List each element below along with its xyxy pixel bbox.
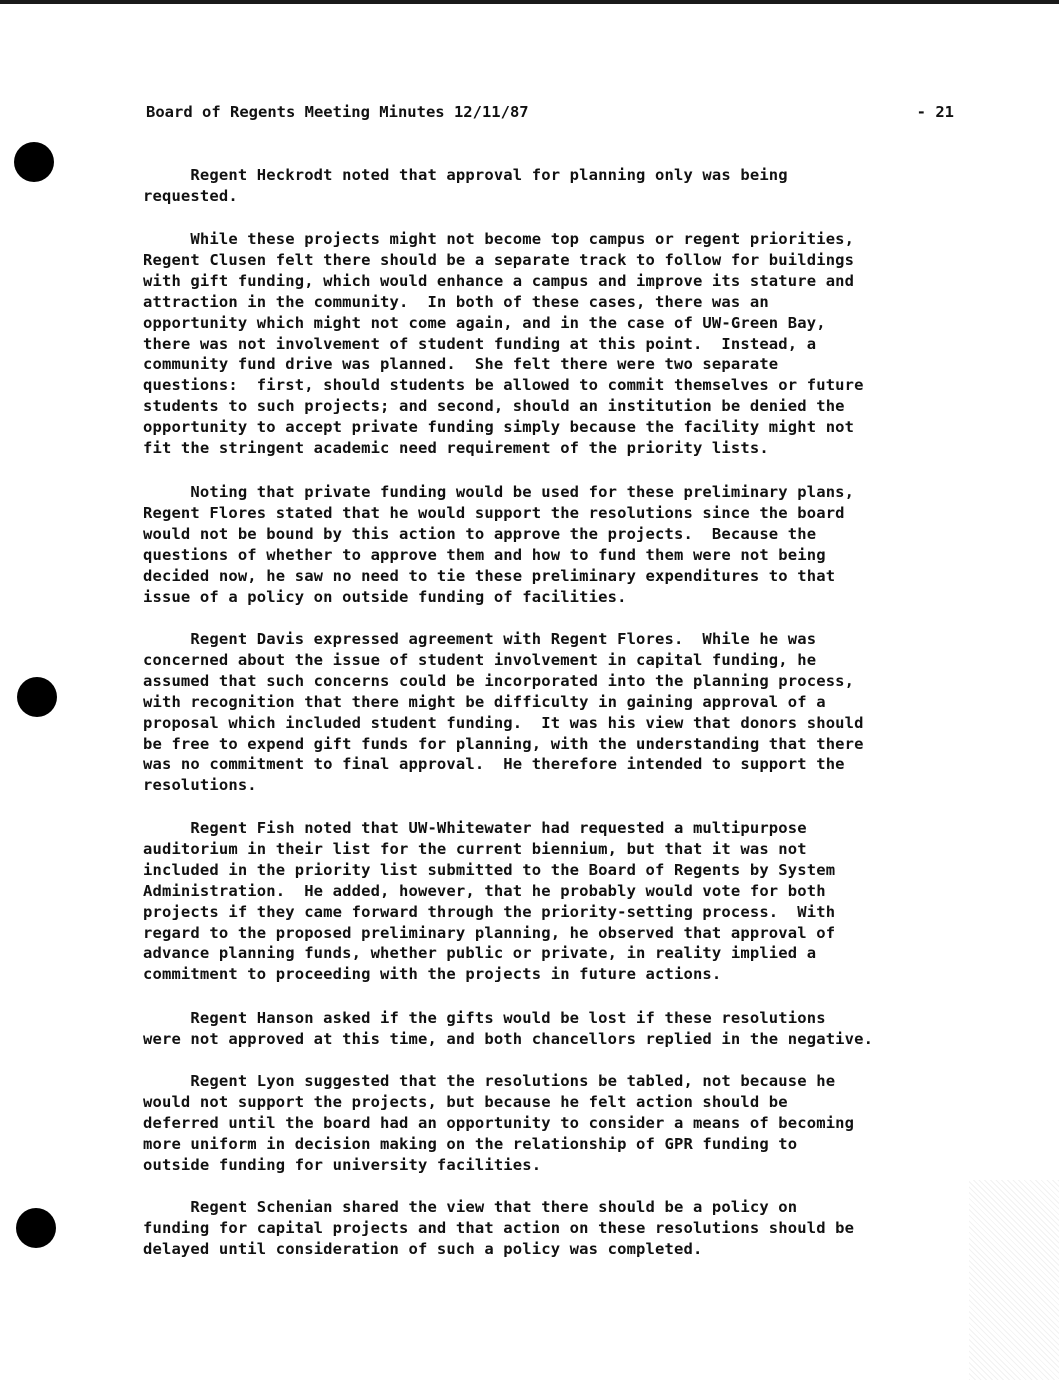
paragraph-hanson: Regent Hanson asked if the gifts would be lost if these resolutions were not approved at this time, and both chancellors replied in the negative.: [143, 1009, 874, 1048]
paragraph-schenian: Regent Schenian shared the view that there should be a policy on funding for capital projects and that action on these resolutions should be delayed until consideration of such a policy was completed.: [143, 1198, 855, 1258]
scan-noise-texture: [969, 1180, 1059, 1380]
paragraph-lyon: Regent Lyon suggested that the resolutions be tabled, not because he would not support the projects, but because he felt action should be deferred until the board had an opportunity to consider a means of becoming more uniform in decision making on the relationship of GPR funding to outside funding for university facilities.: [143, 1072, 855, 1174]
page-number: - 21: [916, 103, 954, 121]
document-title: Board of Regents Meeting Minutes 12/11/87: [146, 103, 529, 121]
top-border-line: [0, 0, 1059, 4]
binder-hole-middle: [17, 677, 57, 717]
paragraph-heckrodt: Regent Heckrodt noted that approval for planning only was being requested.: [143, 166, 788, 205]
paragraph-clusen: While these projects might not become top campus or regent priorities, Regent Clusen felt there should be a separate track to follow for buildings with gift funding, which would enhance a campus and improve its stature and attraction in the community. In both of these cases, there was an opportunity which might not come again, and in the case of UW-Green Bay, there was not involvement of student funding at this point. Instead, a community fund drive was planned. She felt there were two separate questions: first, should students be allowed to commit themselves or future students to such projects; and second, should an institution be denied the opportunity to accept private funding simply because the facility might not fit the stringent academic need requirement of the priority lists.: [143, 230, 864, 458]
page-header: [146, 101, 954, 123]
paragraph-davis: Regent Davis expressed agreement with Regent Flores. While he was concerned about the issue of student involvement in capital funding, he assumed that such concerns could be incorporated into the planning process, with recognition that there might be difficulty in gaining approval of a proposal which included student funding. It was his view that donors should be free to expend gift funds for planning, with the understanding that there was no commitment to final approval. He therefore intended to support the resolutions.: [143, 630, 864, 795]
paragraph-fish: Regent Fish noted that UW-Whitewater had requested a multipurpose auditorium in their list for the current biennium, but that it was not included in the priority list submitted to the Board of Regents by System Administration. He added, however, that he probably would vote for both projects if they came forward through the priority-setting process. With regard to the proposed preliminary planning, he observed that approval of advance planning funds, whether public or private, in reality implied a commitment to proceeding with the projects in future actions.: [143, 819, 836, 984]
binder-hole-bottom: [16, 1208, 56, 1248]
binder-hole-top: [14, 142, 54, 182]
paragraph-flores: Noting that private funding would be used for these preliminary plans, Regent Flores stated that he would support the resolutions since the board would not be bound by this action to approve the projects. Because the questions of whether to approve them and how to fund them were not being decided now, he saw no need to tie these preliminary expenditures to that issue of a policy on outside funding of facilities.: [143, 483, 855, 606]
